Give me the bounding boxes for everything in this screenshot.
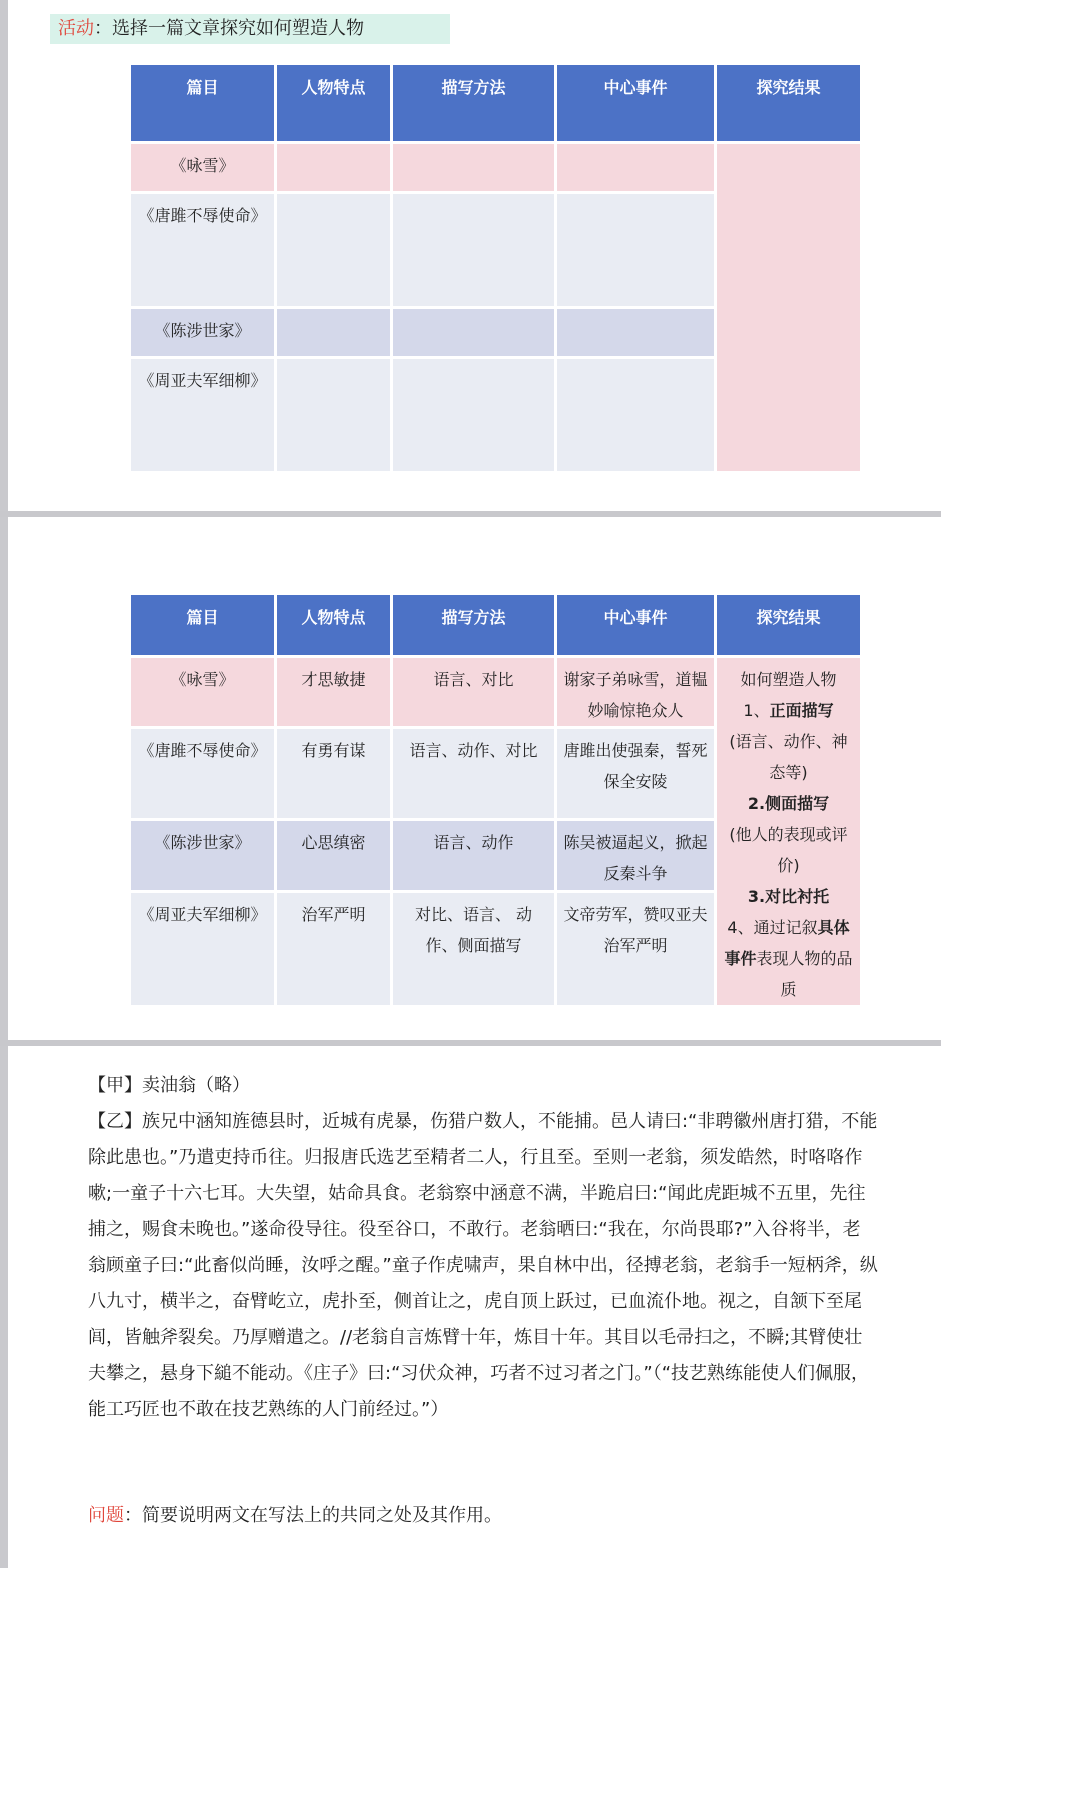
- cell-title: 《陈涉世家》: [131, 309, 274, 356]
- cell-result: [717, 658, 860, 1005]
- header-method: 描写方法: [393, 595, 554, 655]
- table-filled: [128, 592, 863, 1008]
- header-result: 探究结果: [717, 65, 860, 141]
- cell-event: 谢家子弟咏雪，道韫妙喻惊艳众人: [557, 658, 714, 726]
- result-point-3-bold: 3.对比衬托: [747, 887, 830, 906]
- table-blank: [128, 62, 863, 474]
- table-header-row: [131, 65, 860, 141]
- cell-result-blank: [717, 144, 860, 471]
- result-point-1: [723, 695, 854, 726]
- cell-method: 语言、对比: [393, 658, 554, 726]
- passage-jia: 【甲】卖油翁（略）: [88, 1075, 250, 1096]
- cell-trait: [277, 144, 390, 191]
- cell-method: 对比、语言、 动作、侧面描写: [393, 893, 554, 1005]
- activity-banner: [50, 14, 450, 44]
- cell-title: 《唐雎不辱使命》: [131, 194, 274, 306]
- cell-title: 《周亚夫军细柳》: [131, 359, 274, 471]
- header-title: 篇目: [131, 595, 274, 655]
- header-trait: 人物特点: [277, 595, 390, 655]
- activity-colon: ：: [94, 18, 112, 39]
- cell-event: 文帝劳军，赞叹亚夫治军严明: [557, 893, 714, 1005]
- result-point-2: [723, 788, 854, 819]
- header-result: 探究结果: [717, 595, 860, 655]
- passage-yi: 【乙】族兄中涵知旌德县时，近城有虎暴，伤猎户数人，不能捕。邑人请曰:“非聘徽州唐打猎，不能除此患也。”乃遣吏持币往。归报唐氏选艺至精者二人，行且至。至则一老翁，须发皓然，时咯咯作嗽;一童子十六七耳。大失望，姑命具食。老翁察中涵意不满，半跪启曰:“闻此虎距城不五里，先往捕之，赐食未晚也。”遂命役导往。役至谷口，不敢行。老翁晒曰:“我在，尔尚畏耶?”入谷将半，老翁顾童子曰:“此畜似尚睡，汝呼之醒。”童子作虎啸声，果自林中出，径搏老翁，老翁手一短柄斧，纵八九寸，横半之，奋臂屹立，虎扑至，侧首让之，虎自顶上跃过，已血流仆地。视之，自颔下至尾闾，皆触斧裂矣。乃厚赠遣之。//老翁自言炼臂十年，炼目十年。其目以毛帚扫之，不瞬;其臂使壮夫攀之，悬身下縋不能动。《庄子》曰:“习伏众神，巧者不过习者之门。”（“技艺熟练能使人们佩服，能工巧匠也不敢在技艺熟练的人门前经过。”）: [88, 1111, 878, 1420]
- cell-method: [393, 144, 554, 191]
- cell-trait: 有勇有谋: [277, 729, 390, 818]
- cell-trait: 心思缜密: [277, 821, 390, 889]
- table-row: [131, 144, 860, 191]
- result-point-4-suffix: 表现人物的品质: [756, 949, 853, 999]
- result-intro: 如何塑造人物: [740, 670, 837, 689]
- header-event: 中心事件: [557, 595, 714, 655]
- cell-event: 陈吴被逼起义，掀起反秦斗争: [557, 821, 714, 889]
- table-row: [131, 658, 860, 726]
- cell-trait: 治军严明: [277, 893, 390, 1005]
- cell-title: 《周亚夫军细柳》: [131, 893, 274, 1005]
- cell-title: 《咏雪》: [131, 658, 274, 726]
- section-divider: [0, 1040, 941, 1046]
- section-divider: [0, 511, 941, 517]
- cell-title: 《陈涉世家》: [131, 821, 274, 889]
- left-gutter: [0, 0, 8, 1568]
- cell-method: 语言、动作、对比: [393, 729, 554, 818]
- cell-title: 《唐雎不辱使命》: [131, 729, 274, 818]
- passage-block: [88, 1068, 878, 1428]
- cell-event: 唐雎出使强秦，誓死保全安陵: [557, 729, 714, 818]
- header-event: 中心事件: [557, 65, 714, 141]
- question-colon: ：: [124, 1505, 142, 1526]
- cell-event: [557, 194, 714, 306]
- cell-trait: [277, 309, 390, 356]
- result-point-4-bold: 具体事件: [724, 918, 850, 968]
- cell-event: [557, 144, 714, 191]
- question-text: 简要说明两文在写法上的共同之处及其作用。: [142, 1505, 502, 1526]
- result-point-1-bold: 正面描写: [769, 701, 834, 720]
- cell-method: 语言、动作: [393, 821, 554, 889]
- question-label: 问题: [88, 1505, 124, 1526]
- cell-title: 《咏雪》: [131, 144, 274, 191]
- result-point-2-bold: 2.侧面描写: [747, 794, 830, 813]
- result-point-4-prefix: 4、通过记叙: [727, 918, 818, 937]
- result-point-3: [723, 881, 854, 912]
- result-point-2-note: (他人的表现或评价): [729, 825, 848, 875]
- header-trait: 人物特点: [277, 65, 390, 141]
- header-method: 描写方法: [393, 65, 554, 141]
- table-header-row: [131, 595, 860, 655]
- activity-label: 活动: [58, 18, 94, 39]
- question-block: [88, 1500, 878, 1532]
- result-point-4: [723, 912, 854, 1005]
- cell-trait: [277, 359, 390, 471]
- cell-method: [393, 359, 554, 471]
- header-title: 篇目: [131, 65, 274, 141]
- cell-event: [557, 309, 714, 356]
- cell-method: [393, 309, 554, 356]
- cell-method: [393, 194, 554, 306]
- cell-trait: [277, 194, 390, 306]
- cell-trait: 才思敏捷: [277, 658, 390, 726]
- result-point-1-prefix: 1、: [743, 701, 770, 720]
- activity-text: 选择一篇文章探究如何塑造人物: [112, 18, 364, 39]
- cell-event: [557, 359, 714, 471]
- result-point-1-note: (语言、动作、神态等): [729, 732, 848, 782]
